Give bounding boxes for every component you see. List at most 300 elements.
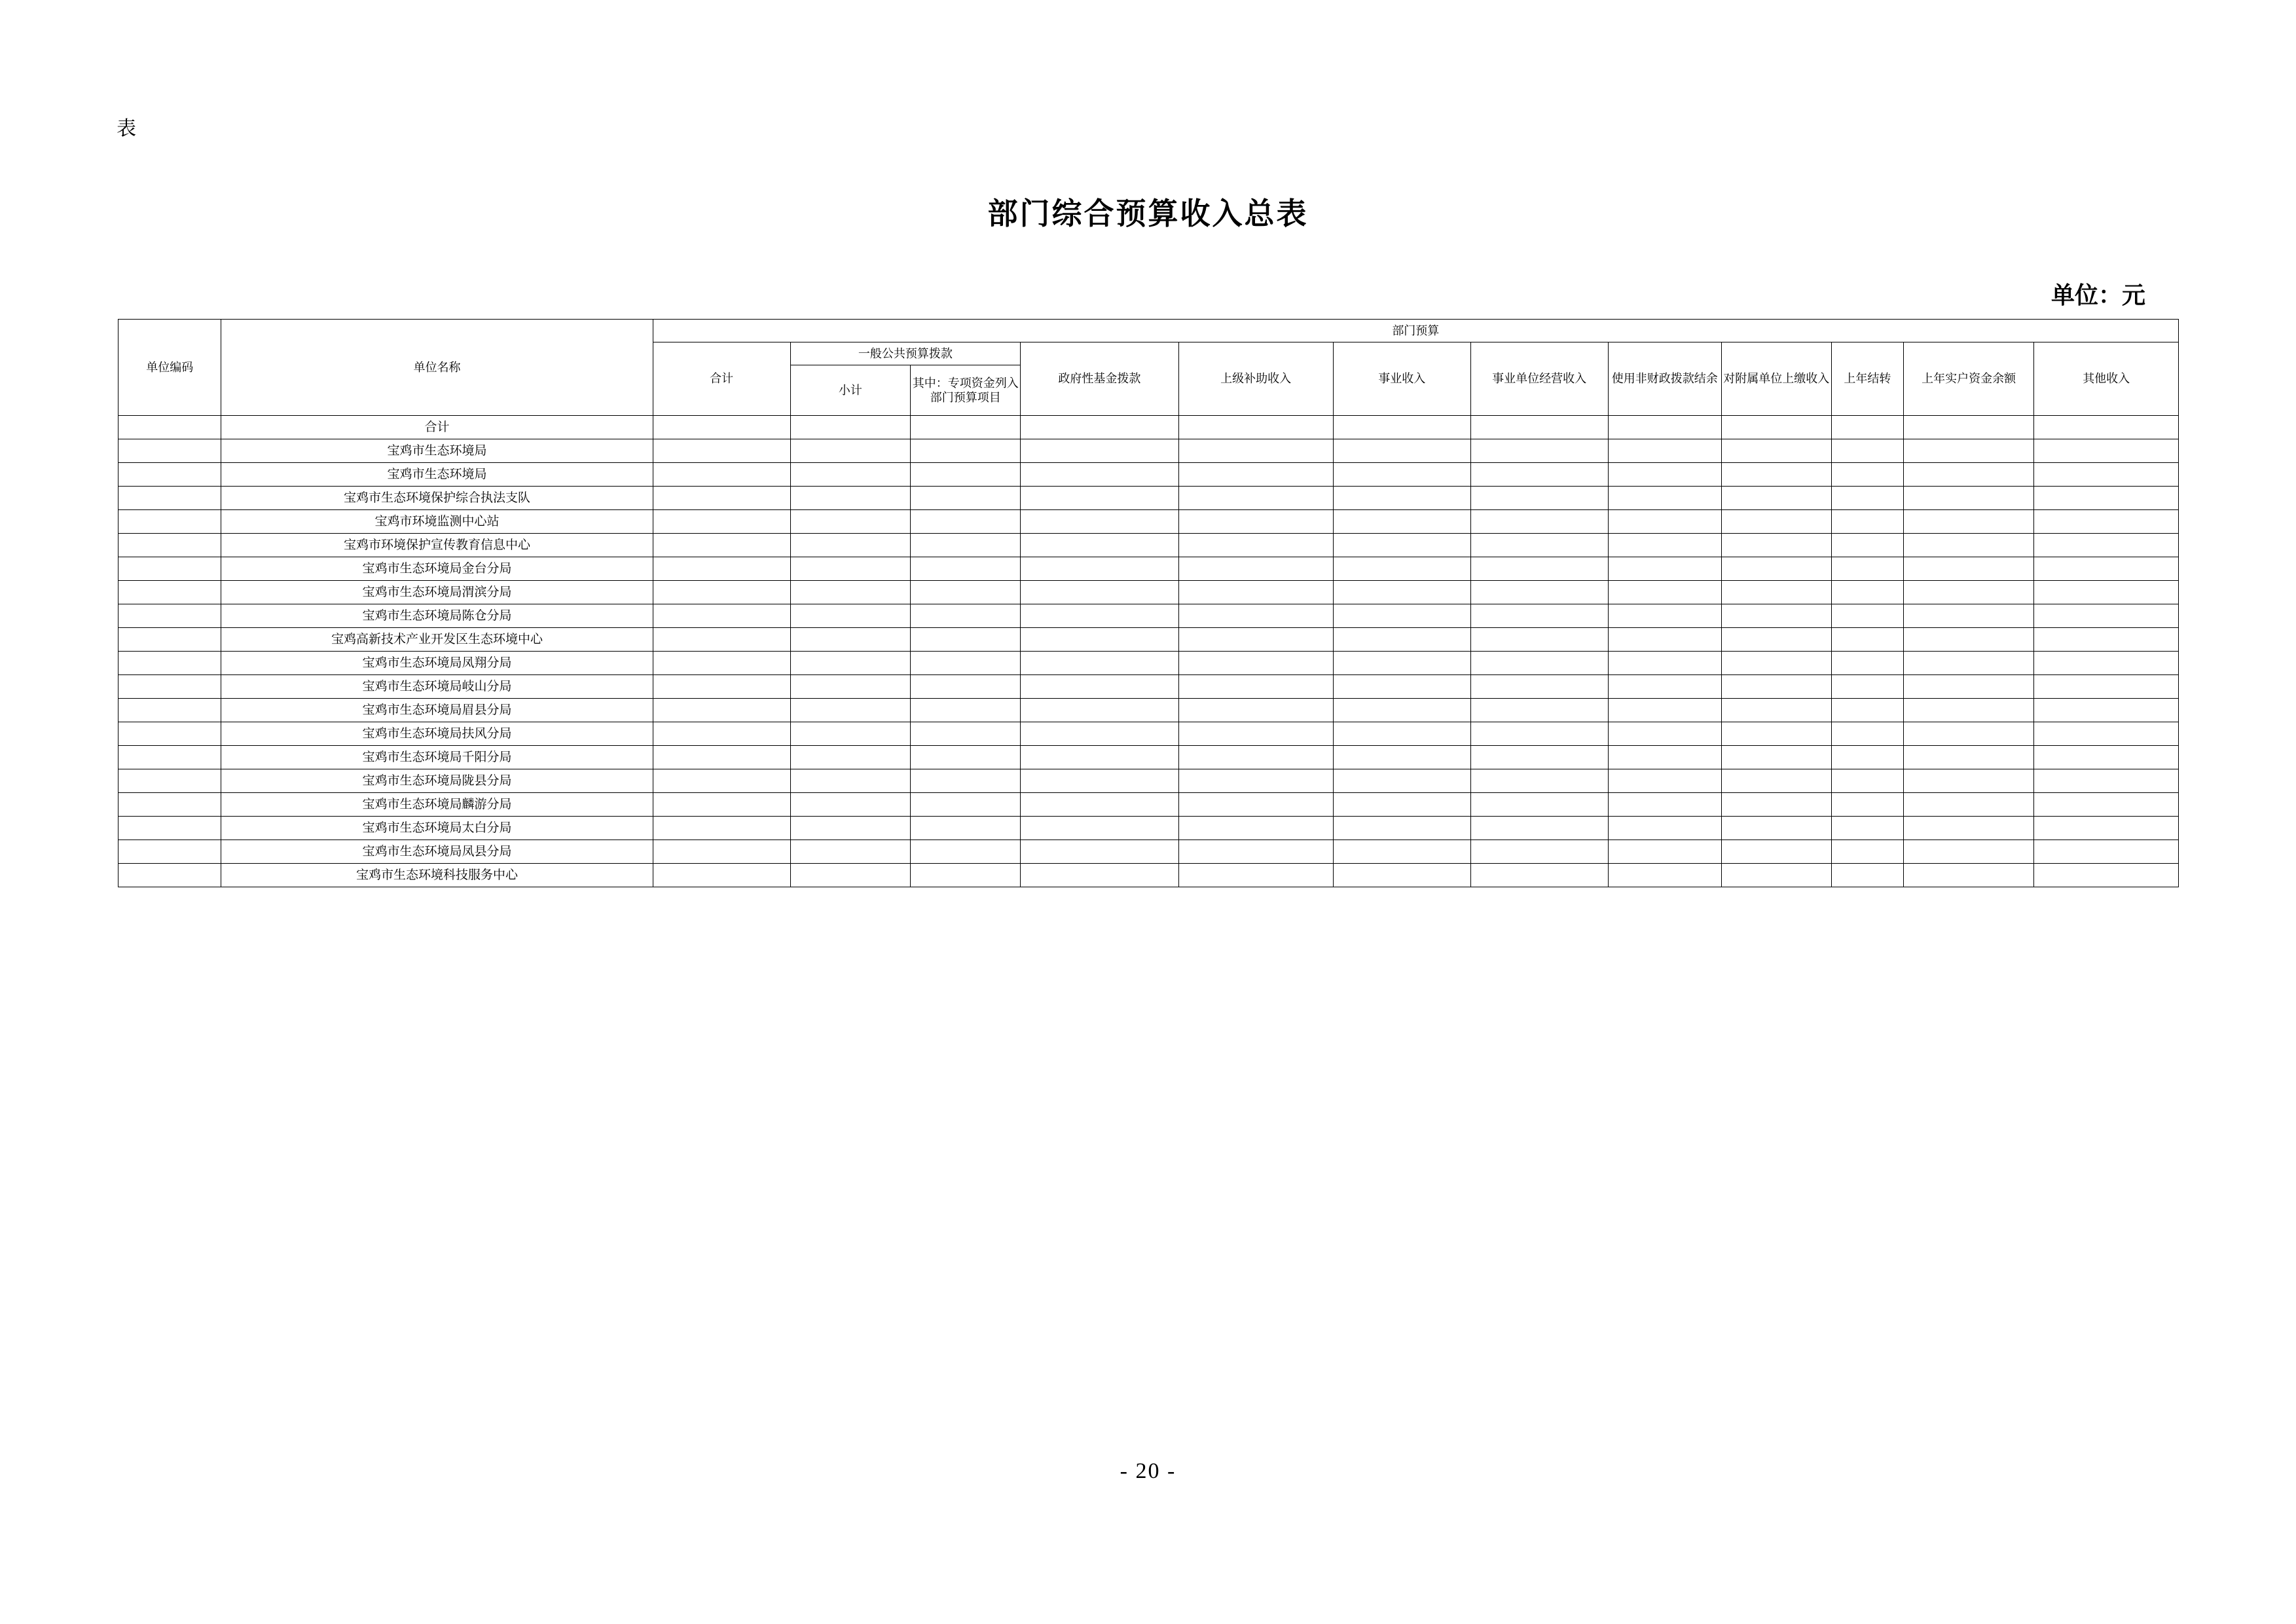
cell-business-operating-income bbox=[1470, 675, 1608, 699]
cell-non-fiscal-balance bbox=[1608, 487, 1721, 510]
cell-other-income bbox=[2034, 628, 2179, 652]
cell-non-fiscal-balance bbox=[1608, 817, 1721, 840]
table-row bbox=[118, 699, 2179, 722]
cell-prior-year-carryover bbox=[1831, 534, 1903, 557]
cell-other-income bbox=[2034, 746, 2179, 769]
cell-subtotal bbox=[790, 817, 911, 840]
cell-special-funds bbox=[911, 628, 1021, 652]
cell-subtotal bbox=[790, 557, 911, 581]
cell-superior-subsidy bbox=[1178, 793, 1333, 817]
cell-superior-subsidy bbox=[1178, 769, 1333, 793]
table-row bbox=[118, 604, 2179, 628]
header-total: 合计 bbox=[653, 342, 790, 416]
table-row bbox=[118, 675, 2179, 699]
cell-subtotal bbox=[790, 487, 911, 510]
cell-special-funds bbox=[911, 439, 1021, 463]
cell-gov-fund bbox=[1021, 557, 1178, 581]
table-row bbox=[118, 534, 2179, 557]
cell-prior-year-actual-balance bbox=[1903, 722, 2033, 746]
cell-unit-name: 宝鸡市生态环境局麟游分局 bbox=[221, 793, 653, 817]
cell-superior-subsidy bbox=[1178, 557, 1333, 581]
header-gov-fund: 政府性基金拨款 bbox=[1021, 342, 1178, 416]
cell-subordinate-income bbox=[1721, 487, 1831, 510]
cell-unit-code bbox=[118, 746, 221, 769]
cell-business-income bbox=[1333, 769, 1470, 793]
cell-business-operating-income bbox=[1470, 769, 1608, 793]
cell-subordinate-income bbox=[1721, 557, 1831, 581]
cell-subtotal bbox=[790, 416, 911, 439]
cell-non-fiscal-balance bbox=[1608, 699, 1721, 722]
cell-prior-year-actual-balance bbox=[1903, 604, 2033, 628]
table-row bbox=[118, 722, 2179, 746]
cell-gov-fund bbox=[1021, 793, 1178, 817]
cell-total bbox=[653, 675, 790, 699]
cell-business-operating-income bbox=[1470, 534, 1608, 557]
cell-subtotal bbox=[790, 840, 911, 864]
cell-unit-code bbox=[118, 487, 221, 510]
cell-unit-code bbox=[118, 604, 221, 628]
cell-prior-year-carryover bbox=[1831, 487, 1903, 510]
cell-superior-subsidy bbox=[1178, 510, 1333, 534]
cell-unit-name: 宝鸡市生态环境保护综合执法支队 bbox=[221, 487, 653, 510]
cell-total bbox=[653, 699, 790, 722]
cell-gov-fund bbox=[1021, 487, 1178, 510]
cell-business-operating-income bbox=[1470, 652, 1608, 675]
table-row bbox=[118, 439, 2179, 463]
cell-business-operating-income bbox=[1470, 416, 1608, 439]
cell-prior-year-actual-balance bbox=[1903, 557, 2033, 581]
table-row bbox=[118, 840, 2179, 864]
cell-subtotal bbox=[790, 604, 911, 628]
cell-prior-year-carryover bbox=[1831, 604, 1903, 628]
cell-business-income bbox=[1333, 817, 1470, 840]
cell-unit-name: 宝鸡市生态环境局千阳分局 bbox=[221, 746, 653, 769]
cell-unit-code bbox=[118, 793, 221, 817]
cell-other-income bbox=[2034, 864, 2179, 887]
cell-prior-year-actual-balance bbox=[1903, 510, 2033, 534]
cell-special-funds bbox=[911, 864, 1021, 887]
page-number: - 20 - bbox=[1120, 1459, 1176, 1483]
cell-business-operating-income bbox=[1470, 722, 1608, 746]
header-unit-name: 单位名称 bbox=[221, 320, 653, 416]
cell-subordinate-income bbox=[1721, 534, 1831, 557]
cell-subtotal bbox=[790, 675, 911, 699]
cell-business-income bbox=[1333, 581, 1470, 604]
table-row bbox=[118, 769, 2179, 793]
cell-unit-code bbox=[118, 510, 221, 534]
cell-business-operating-income bbox=[1470, 817, 1608, 840]
cell-prior-year-carryover bbox=[1831, 722, 1903, 746]
cell-gov-fund bbox=[1021, 534, 1178, 557]
cell-subtotal bbox=[790, 864, 911, 887]
cell-gov-fund bbox=[1021, 840, 1178, 864]
cell-non-fiscal-balance bbox=[1608, 840, 1721, 864]
cell-business-operating-income bbox=[1470, 793, 1608, 817]
table-row bbox=[118, 463, 2179, 487]
header-business-income: 事业收入 bbox=[1333, 342, 1470, 416]
cell-prior-year-actual-balance bbox=[1903, 864, 2033, 887]
cell-subordinate-income bbox=[1721, 581, 1831, 604]
budget-table-body bbox=[118, 416, 2179, 887]
cell-total bbox=[653, 817, 790, 840]
cell-subordinate-income bbox=[1721, 439, 1831, 463]
cell-superior-subsidy bbox=[1178, 699, 1333, 722]
cell-prior-year-carryover bbox=[1831, 652, 1903, 675]
cell-superior-subsidy bbox=[1178, 840, 1333, 864]
cell-subtotal bbox=[790, 722, 911, 746]
header-department-budget: 部门预算 bbox=[653, 320, 2178, 342]
cell-total bbox=[653, 864, 790, 887]
cell-total bbox=[653, 487, 790, 510]
cell-non-fiscal-balance bbox=[1608, 416, 1721, 439]
cell-special-funds bbox=[911, 769, 1021, 793]
cell-subordinate-income bbox=[1721, 840, 1831, 864]
cell-gov-fund bbox=[1021, 722, 1178, 746]
cell-business-income bbox=[1333, 840, 1470, 864]
budget-table-wrap bbox=[118, 319, 2179, 887]
cell-business-income bbox=[1333, 557, 1470, 581]
cell-business-income bbox=[1333, 510, 1470, 534]
cell-business-operating-income bbox=[1470, 510, 1608, 534]
cell-business-income bbox=[1333, 534, 1470, 557]
header-prior-year-actual-balance: 上年实户资金余额 bbox=[1903, 342, 2033, 416]
cell-prior-year-carryover bbox=[1831, 510, 1903, 534]
cell-non-fiscal-balance bbox=[1608, 604, 1721, 628]
cell-subtotal bbox=[790, 628, 911, 652]
cell-prior-year-actual-balance bbox=[1903, 439, 2033, 463]
cell-unit-name: 宝鸡市生态环境局凤县分局 bbox=[221, 840, 653, 864]
cell-subordinate-income bbox=[1721, 675, 1831, 699]
cell-non-fiscal-balance bbox=[1608, 722, 1721, 746]
cell-unit-name: 宝鸡市生态环境科技服务中心 bbox=[221, 864, 653, 887]
page-title: 部门综合预算收入总表 bbox=[987, 197, 1309, 231]
cell-subtotal bbox=[790, 510, 911, 534]
cell-prior-year-actual-balance bbox=[1903, 416, 2033, 439]
cell-total bbox=[653, 793, 790, 817]
cell-unit-name: 合计 bbox=[221, 416, 653, 439]
cell-non-fiscal-balance bbox=[1608, 581, 1721, 604]
cell-special-funds bbox=[911, 487, 1021, 510]
cell-non-fiscal-balance bbox=[1608, 463, 1721, 487]
cell-business-operating-income bbox=[1470, 840, 1608, 864]
table-row bbox=[118, 817, 2179, 840]
cell-unit-code bbox=[118, 864, 221, 887]
cell-prior-year-actual-balance bbox=[1903, 463, 2033, 487]
cell-prior-year-actual-balance bbox=[1903, 746, 2033, 769]
cell-unit-code bbox=[118, 840, 221, 864]
cell-prior-year-carryover bbox=[1831, 628, 1903, 652]
cell-business-operating-income bbox=[1470, 487, 1608, 510]
cell-non-fiscal-balance bbox=[1608, 510, 1721, 534]
cell-business-income bbox=[1333, 746, 1470, 769]
cell-unit-name: 宝鸡市生态环境局渭滨分局 bbox=[221, 581, 653, 604]
cell-total bbox=[653, 463, 790, 487]
cell-subtotal bbox=[790, 652, 911, 675]
cell-subordinate-income bbox=[1721, 722, 1831, 746]
cell-non-fiscal-balance bbox=[1608, 746, 1721, 769]
cell-prior-year-carryover bbox=[1831, 769, 1903, 793]
cell-gov-fund bbox=[1021, 817, 1178, 840]
cell-other-income bbox=[2034, 722, 2179, 746]
cell-total bbox=[653, 604, 790, 628]
cell-unit-code bbox=[118, 534, 221, 557]
cell-subordinate-income bbox=[1721, 628, 1831, 652]
cell-non-fiscal-balance bbox=[1608, 864, 1721, 887]
header-general-public-budget: 一般公共预算拨款 bbox=[790, 342, 1021, 365]
cell-unit-name: 宝鸡市生态环境局陇县分局 bbox=[221, 769, 653, 793]
cell-special-funds bbox=[911, 510, 1021, 534]
cell-total bbox=[653, 840, 790, 864]
cell-special-funds bbox=[911, 534, 1021, 557]
cell-other-income bbox=[2034, 581, 2179, 604]
cell-superior-subsidy bbox=[1178, 439, 1333, 463]
cell-subordinate-income bbox=[1721, 463, 1831, 487]
cell-superior-subsidy bbox=[1178, 652, 1333, 675]
cell-gov-fund bbox=[1021, 628, 1178, 652]
cell-subordinate-income bbox=[1721, 746, 1831, 769]
cell-subordinate-income bbox=[1721, 793, 1831, 817]
cell-business-income bbox=[1333, 487, 1470, 510]
cell-prior-year-actual-balance bbox=[1903, 652, 2033, 675]
cell-total bbox=[653, 722, 790, 746]
cell-gov-fund bbox=[1021, 463, 1178, 487]
cell-subordinate-income bbox=[1721, 604, 1831, 628]
cell-unit-code bbox=[118, 817, 221, 840]
cell-special-funds bbox=[911, 817, 1021, 840]
cell-gov-fund bbox=[1021, 699, 1178, 722]
cell-unit-name: 宝鸡市生态环境局 bbox=[221, 463, 653, 487]
cell-unit-name: 宝鸡市生态环境局岐山分局 bbox=[221, 675, 653, 699]
cell-unit-code bbox=[118, 769, 221, 793]
cell-other-income bbox=[2034, 817, 2179, 840]
header-row-1 bbox=[118, 320, 2179, 342]
cell-subtotal bbox=[790, 769, 911, 793]
cell-subordinate-income bbox=[1721, 864, 1831, 887]
cell-unit-name: 宝鸡市生态环境局陈仓分局 bbox=[221, 604, 653, 628]
cell-unit-name: 宝鸡市生态环境局 bbox=[221, 439, 653, 463]
cell-non-fiscal-balance bbox=[1608, 793, 1721, 817]
header-prior-year-carryover: 上年结转 bbox=[1831, 342, 1903, 416]
budget-table bbox=[118, 319, 2179, 887]
cell-other-income bbox=[2034, 769, 2179, 793]
cell-business-income bbox=[1333, 463, 1470, 487]
cell-business-operating-income bbox=[1470, 628, 1608, 652]
cell-total bbox=[653, 769, 790, 793]
cell-superior-subsidy bbox=[1178, 675, 1333, 699]
cell-unit-name: 宝鸡市生态环境局太白分局 bbox=[221, 817, 653, 840]
cell-other-income bbox=[2034, 487, 2179, 510]
cell-superior-subsidy bbox=[1178, 628, 1333, 652]
cell-prior-year-actual-balance bbox=[1903, 675, 2033, 699]
table-row bbox=[118, 416, 2179, 439]
cell-prior-year-carryover bbox=[1831, 840, 1903, 864]
cell-other-income bbox=[2034, 557, 2179, 581]
cell-other-income bbox=[2034, 416, 2179, 439]
cell-special-funds bbox=[911, 604, 1021, 628]
cell-special-funds bbox=[911, 416, 1021, 439]
cell-superior-subsidy bbox=[1178, 534, 1333, 557]
cell-prior-year-actual-balance bbox=[1903, 699, 2033, 722]
cell-subtotal bbox=[790, 534, 911, 557]
cell-total bbox=[653, 439, 790, 463]
cell-superior-subsidy bbox=[1178, 746, 1333, 769]
cell-unit-name: 宝鸡市生态环境局扶风分局 bbox=[221, 722, 653, 746]
header-other-income: 其他收入 bbox=[2034, 342, 2179, 416]
cell-subordinate-income bbox=[1721, 817, 1831, 840]
cell-business-income bbox=[1333, 864, 1470, 887]
cell-business-operating-income bbox=[1470, 746, 1608, 769]
cell-total bbox=[653, 534, 790, 557]
cell-special-funds bbox=[911, 699, 1021, 722]
cell-other-income bbox=[2034, 652, 2179, 675]
cell-prior-year-carryover bbox=[1831, 463, 1903, 487]
cell-business-operating-income bbox=[1470, 604, 1608, 628]
cell-prior-year-actual-balance bbox=[1903, 581, 2033, 604]
cell-business-income bbox=[1333, 652, 1470, 675]
cell-non-fiscal-balance bbox=[1608, 439, 1721, 463]
cell-business-income bbox=[1333, 699, 1470, 722]
cell-non-fiscal-balance bbox=[1608, 675, 1721, 699]
cell-superior-subsidy bbox=[1178, 817, 1333, 840]
cell-special-funds bbox=[911, 652, 1021, 675]
cell-prior-year-actual-balance bbox=[1903, 534, 2033, 557]
cell-prior-year-carryover bbox=[1831, 793, 1903, 817]
cell-unit-code bbox=[118, 722, 221, 746]
cell-unit-code bbox=[118, 699, 221, 722]
cell-total bbox=[653, 652, 790, 675]
cell-unit-name: 宝鸡市生态环境局眉县分局 bbox=[221, 699, 653, 722]
cell-prior-year-carryover bbox=[1831, 557, 1903, 581]
cell-superior-subsidy bbox=[1178, 581, 1333, 604]
cell-other-income bbox=[2034, 840, 2179, 864]
cell-unit-code bbox=[118, 581, 221, 604]
cell-gov-fund bbox=[1021, 416, 1178, 439]
cell-superior-subsidy bbox=[1178, 604, 1333, 628]
cell-business-income bbox=[1333, 628, 1470, 652]
cell-gov-fund bbox=[1021, 746, 1178, 769]
header-special-funds: 其中：专项资金列入部门预算项目 bbox=[911, 365, 1021, 416]
cell-total bbox=[653, 628, 790, 652]
cell-unit-code bbox=[118, 675, 221, 699]
cell-non-fiscal-balance bbox=[1608, 652, 1721, 675]
cell-special-funds bbox=[911, 840, 1021, 864]
cell-prior-year-carryover bbox=[1831, 746, 1903, 769]
cell-total bbox=[653, 746, 790, 769]
cell-subtotal bbox=[790, 746, 911, 769]
cell-prior-year-carryover bbox=[1831, 581, 1903, 604]
cell-gov-fund bbox=[1021, 864, 1178, 887]
table-row bbox=[118, 581, 2179, 604]
cell-unit-name: 宝鸡市生态环境局金台分局 bbox=[221, 557, 653, 581]
cell-prior-year-actual-balance bbox=[1903, 487, 2033, 510]
cell-prior-year-carryover bbox=[1831, 699, 1903, 722]
cell-gov-fund bbox=[1021, 769, 1178, 793]
cell-total bbox=[653, 557, 790, 581]
cell-other-income bbox=[2034, 793, 2179, 817]
cell-other-income bbox=[2034, 675, 2179, 699]
cell-unit-name: 宝鸡市环境保护宣传教育信息中心 bbox=[221, 534, 653, 557]
table-row bbox=[118, 746, 2179, 769]
cell-subtotal bbox=[790, 463, 911, 487]
cell-other-income bbox=[2034, 463, 2179, 487]
header-superior-subsidy: 上级补助收入 bbox=[1178, 342, 1333, 416]
cell-business-operating-income bbox=[1470, 439, 1608, 463]
header-business-operating-income: 事业单位经营收入 bbox=[1470, 342, 1608, 416]
cell-total bbox=[653, 416, 790, 439]
cell-business-income bbox=[1333, 722, 1470, 746]
cell-business-income bbox=[1333, 675, 1470, 699]
cell-total bbox=[653, 581, 790, 604]
cell-prior-year-carryover bbox=[1831, 439, 1903, 463]
cell-business-income bbox=[1333, 439, 1470, 463]
cell-subtotal bbox=[790, 699, 911, 722]
cell-special-funds bbox=[911, 581, 1021, 604]
header-subtotal: 小计 bbox=[790, 365, 911, 416]
cell-other-income bbox=[2034, 439, 2179, 463]
cell-unit-code bbox=[118, 416, 221, 439]
unit-note: 单位：元 bbox=[2050, 282, 2145, 308]
cell-subordinate-income bbox=[1721, 416, 1831, 439]
cell-unit-code bbox=[118, 628, 221, 652]
cell-business-operating-income bbox=[1470, 557, 1608, 581]
cell-special-funds bbox=[911, 557, 1021, 581]
cell-business-income bbox=[1333, 416, 1470, 439]
table-row bbox=[118, 510, 2179, 534]
cell-prior-year-actual-balance bbox=[1903, 769, 2033, 793]
cell-other-income bbox=[2034, 534, 2179, 557]
cell-non-fiscal-balance bbox=[1608, 628, 1721, 652]
cell-non-fiscal-balance bbox=[1608, 534, 1721, 557]
cell-special-funds bbox=[911, 675, 1021, 699]
cell-non-fiscal-balance bbox=[1608, 769, 1721, 793]
cell-superior-subsidy bbox=[1178, 487, 1333, 510]
cell-unit-code bbox=[118, 463, 221, 487]
cell-special-funds bbox=[911, 463, 1021, 487]
cell-superior-subsidy bbox=[1178, 463, 1333, 487]
table-row bbox=[118, 628, 2179, 652]
cell-unit-name: 宝鸡高新技术产业开发区生态环境中心 bbox=[221, 628, 653, 652]
cell-special-funds bbox=[911, 746, 1021, 769]
cell-special-funds bbox=[911, 793, 1021, 817]
cell-business-operating-income bbox=[1470, 463, 1608, 487]
cell-total bbox=[653, 510, 790, 534]
corner-mark: 表 bbox=[117, 118, 136, 139]
cell-subtotal bbox=[790, 793, 911, 817]
cell-gov-fund bbox=[1021, 604, 1178, 628]
cell-prior-year-carryover bbox=[1831, 675, 1903, 699]
cell-prior-year-carryover bbox=[1831, 817, 1903, 840]
cell-other-income bbox=[2034, 510, 2179, 534]
table-row bbox=[118, 487, 2179, 510]
cell-gov-fund bbox=[1021, 652, 1178, 675]
header-subordinate-income: 对附属单位上缴收入 bbox=[1721, 342, 1831, 416]
cell-unit-code bbox=[118, 557, 221, 581]
cell-gov-fund bbox=[1021, 510, 1178, 534]
cell-prior-year-carryover bbox=[1831, 416, 1903, 439]
cell-prior-year-actual-balance bbox=[1903, 793, 2033, 817]
cell-superior-subsidy bbox=[1178, 416, 1333, 439]
cell-subordinate-income bbox=[1721, 652, 1831, 675]
cell-prior-year-actual-balance bbox=[1903, 817, 2033, 840]
cell-other-income bbox=[2034, 604, 2179, 628]
cell-gov-fund bbox=[1021, 675, 1178, 699]
table-row bbox=[118, 793, 2179, 817]
cell-non-fiscal-balance bbox=[1608, 557, 1721, 581]
cell-superior-subsidy bbox=[1178, 722, 1333, 746]
cell-prior-year-carryover bbox=[1831, 864, 1903, 887]
cell-subordinate-income bbox=[1721, 769, 1831, 793]
cell-prior-year-actual-balance bbox=[1903, 628, 2033, 652]
